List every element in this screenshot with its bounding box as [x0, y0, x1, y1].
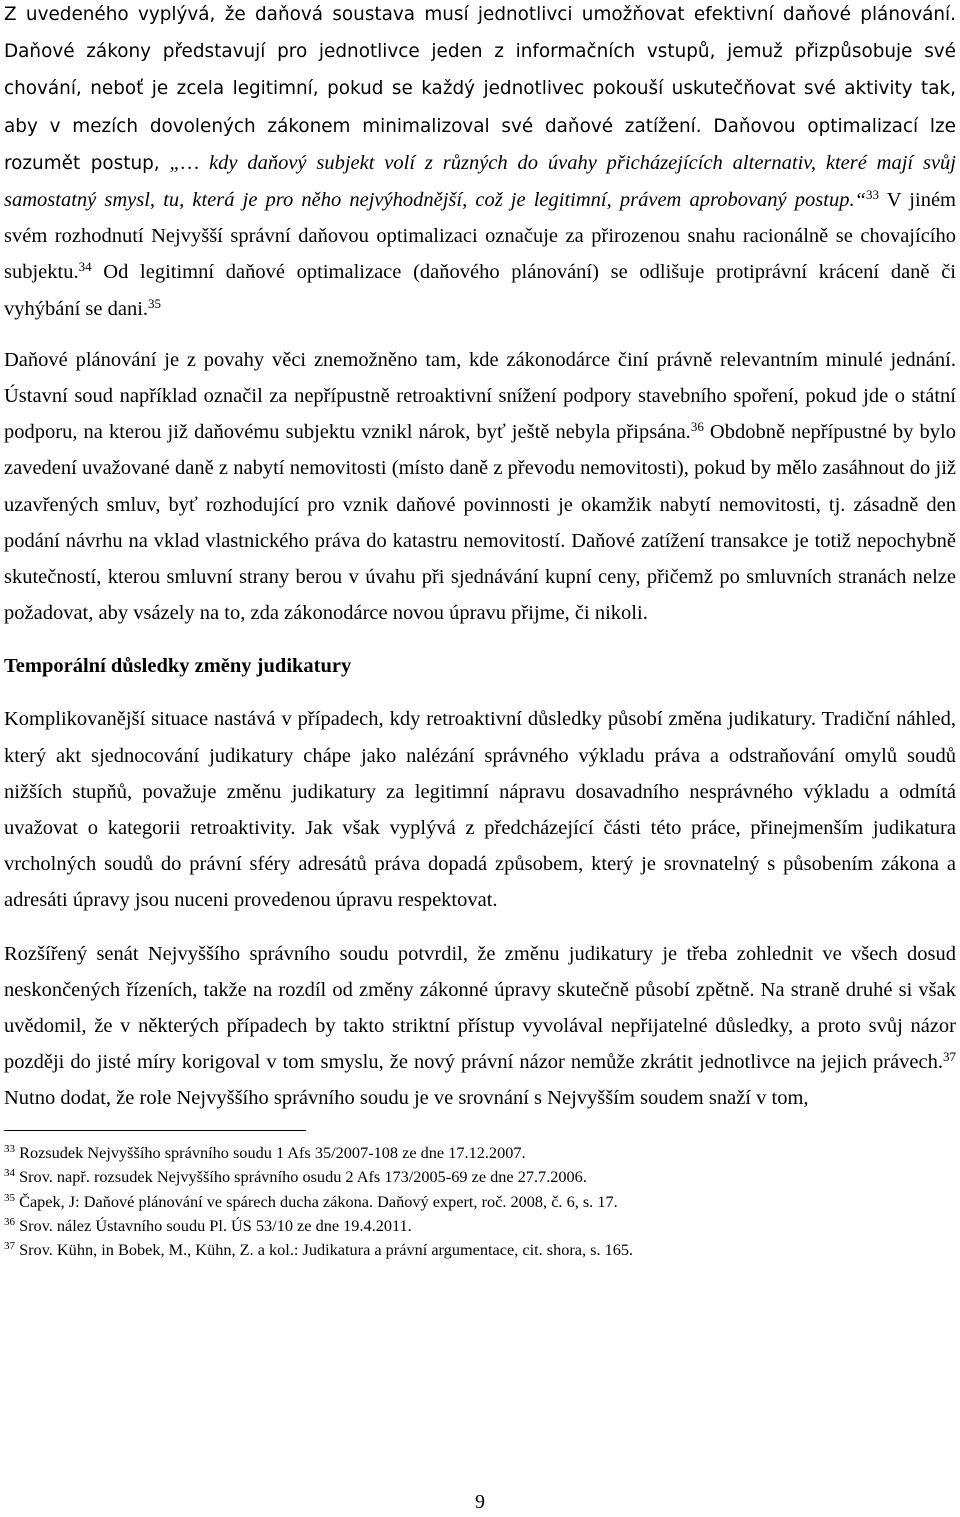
- footnote-number: 35: [4, 1191, 15, 1204]
- paragraph-text: Z uvedeného vyplývá, že daňová soustava musí jednotlivci umožňovat efektivní daňové plánování. Daňové zákony představují pro jednotlivce jeden z informačních vstupů, jemuž přizpůsobuje své chování, neboť je zcela legitimní, pokud se každý jednotlivec pokouší uskutečňovat své aktivity tak, aby v mezích dovolených zákonem minimalizoval své daňové zatížení. Daňovou optimalizací lze rozumět postup,: [4, 4, 956, 174]
- footnote-text: Srov. nález Ústavního soudu Pl. ÚS 53/10 ze dne 19.4.2011.: [19, 1215, 412, 1235]
- paragraph-text: Rozšířený senát Nejvyššího správního soudu potvrdil, že změnu judikatury je třeba zohlednit ve všech dosud neskončených řízeních, takže na rozdíl od změny zákonné úpravy skutečně působí zpětně. Na straně druhé si však uvědomil, že v některých případech by takto striktní přístup vyvolával nepřijatelné důsledky, a proto svůj názor později do jisté míry korigoval v tom smyslu, že nový právní názor nemůže zkrátit jednotlivce na jejich právech.: [4, 942, 956, 1074]
- footnote: [4, 1214, 956, 1238]
- footnote-ref-35: 35: [148, 295, 162, 311]
- footnote-number: 36: [4, 1215, 15, 1228]
- footnote-text: Srov. Kühn, in Bobek, M., Kühn, Z. a kol.: Judikatura a právní argumentace, cit. shora, s. 165.: [19, 1240, 634, 1260]
- paragraph-text: V jiném svém rozhodnutí Nejvyšší správní daňovou optimalizaci označuje za přirozenou snahu racionálně se chovajícího subjektu.: [4, 189, 956, 284]
- footnote-separator: [4, 1130, 306, 1131]
- document-page: [4, 0, 956, 1263]
- quote-text: „… kdy daňový subjekt volí z různých do úvahy přicházejících alternativ, které mají svůj samostatný smysl, tu, která je pro něho nejvýhodnější, což je legitimní, právem aprobovaný postup.“: [4, 151, 957, 212]
- paragraph-judicature: Komplikovanější situace nastává v případech, kdy retroaktivní důsledky působí změna judikatury. Tradiční náhled, který akt sjednocování judikatury chápe jako nalézání správného výkladu práva a odstraňování omylů soudů nižších stupňů, považuje změnu judikatury za legitimní nápravu dosavadního nesprávného výkladu a odmítá uvažovat o kategorii retroaktivity. Jak však vyplývá z předcházející části této práce, přinejmenším judikatura vrcholných soudů do právní sféry adresátů práva dopadá způsobem, který je srovnatelný s působením zákona a adresáti úpravy jsou nuceni provedenou úpravu respektovat.: [4, 708, 956, 912]
- section-heading: Temporální důsledky změny judikatury: [4, 655, 352, 678]
- paragraph-tax-planning: [4, 0, 956, 327]
- paragraph-text: Nutno dodat, že role Nejvyššího správního soudu je ve srovnání s Nejvyšším soudem snaží v tom,: [4, 1087, 809, 1110]
- footnote-number: 33: [4, 1142, 15, 1155]
- footnote-ref-37: 37: [943, 1049, 956, 1065]
- footnote-ref-36: 36: [690, 419, 704, 435]
- footnote-text: Čapek, J: Daňové plánování ve spárech ducha zákona. Daňový expert, roč. 2008, č. 6, s. 17.: [19, 1191, 618, 1211]
- footnote: [4, 1165, 956, 1189]
- paragraph-text: Obdobně nepřípustné by bylo zavedení uvažované daně z nabytí nemovitosti (místo daně z převodu nemovitosti), pokud by mělo zasáhnout do již uzavřených smluv, byť rozhodující pro vznik daňové povinnosti je okamžik nabytí nemovitosti, tj. zásadně den podání návrhu na vklad vlastnického práva do katastru nemovitostí. Daňové zatížení transakce je totiž nepochybně skutečností, kterou smluvní strany berou v úvahu při sjednávání kupní ceny, přičemž po smluvních stranách nelze požadovat, aby vsázely na to, zda zákonodárce novou úpravu přijme, či nikoli.: [4, 421, 956, 625]
- paragraph-extended-senate: [4, 936, 956, 1117]
- footnote-number: 37: [4, 1240, 15, 1253]
- page-number: 9: [475, 1491, 485, 1513]
- footnotes: [4, 1141, 956, 1263]
- paragraph-text: Daňové plánování je z povahy věci znemožněno tam, kde zákonodárce činí právně relevantním minulé jednání. Ústavní soud například označil za nepřípustně retroaktivní snížení podpory stavebního spoření, pokud jde o státní podporu, na kterou již daňovému subjektu vznikl nárok, byť ještě nebyla připsána.: [4, 348, 956, 444]
- footnote-number: 34: [4, 1167, 15, 1180]
- footnote: [4, 1141, 956, 1165]
- footnote-ref-34: 34: [78, 259, 92, 275]
- paragraph-retroactivity: [4, 342, 956, 632]
- footnote: [4, 1238, 956, 1262]
- footnote: [4, 1190, 956, 1214]
- footnote-text: Rozsudek Nejvyššího správního soudu 1 Afs 35/2007-108 ze dne 17.12.2007.: [19, 1142, 526, 1162]
- paragraph-text: Od legitimní daňové optimalizace (daňového plánování) se odlišuje protiprávní krácení daně či vyhýbání se dani.: [4, 261, 957, 320]
- footnote-text: Srov. např. rozsudek Nejvyššího správního osudu 2 Afs 173/2005-69 ze dne 27.7.2006.: [19, 1167, 587, 1187]
- footnote-ref-33: 33: [865, 187, 879, 203]
